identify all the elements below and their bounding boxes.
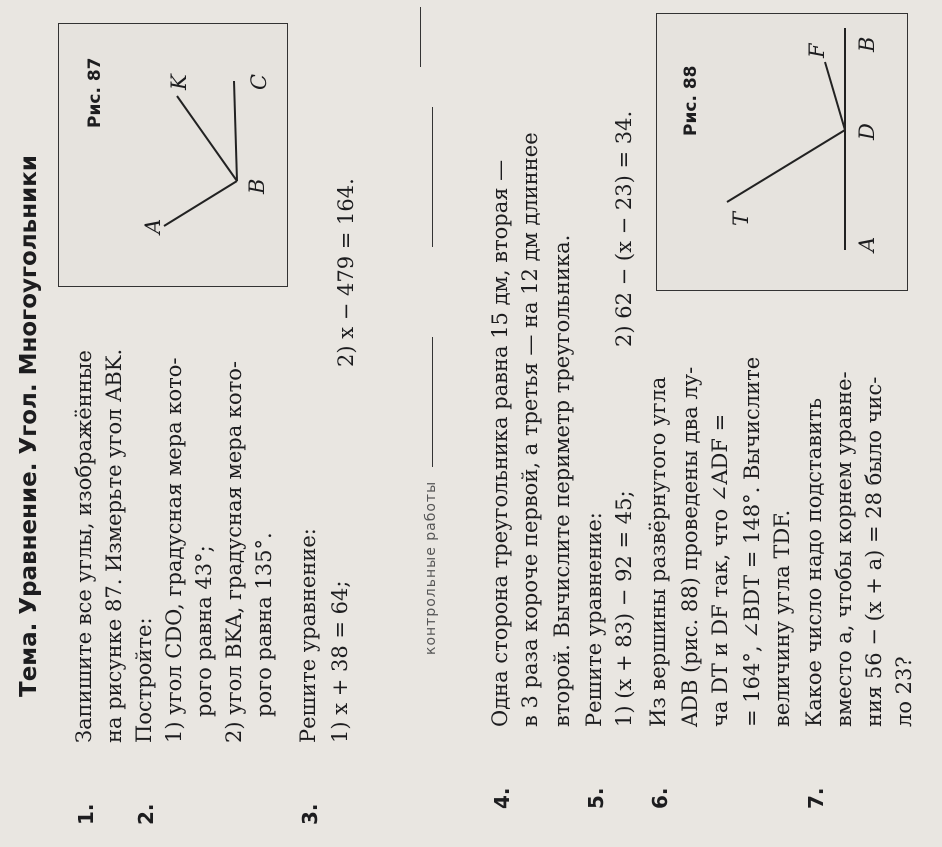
task-3-number: 3. (298, 803, 322, 825)
task-7-line-4: ло 23? (892, 656, 916, 727)
figure-87-point-C: C (247, 73, 271, 90)
figure-88-point-T: T (729, 211, 753, 226)
figure-87-point-A: A (141, 218, 165, 234)
section-heading: контрольные работы (423, 480, 439, 655)
task-5-line-1: Решите уравнение: (582, 512, 606, 727)
figure-88-point-A: A (855, 236, 879, 252)
figure-88-point-D: D (855, 123, 879, 140)
task-6-line-3: ча DT и DF так, что ∠ADF = (708, 413, 732, 727)
task-4-line-3: второй. Вычислите периметр треугольника. (550, 234, 574, 727)
figure-88-point-B: B (855, 36, 879, 52)
ray-DT (727, 130, 845, 202)
task-1-line-1: Запишите все углы, изображённые (72, 350, 96, 743)
task-4-line-2: в 3 раза короче первой, а третья — на 12 дм длиннее (518, 132, 542, 727)
task-1-number: 1. (74, 803, 98, 825)
task-6-line-5: величину угла TDF. (770, 509, 794, 727)
task-5-equation-2: 2) 62 − (x − 23) = 34. (612, 110, 636, 347)
figure-87-caption: Рис. 87 (85, 57, 105, 128)
ray-BK (177, 96, 237, 181)
ray-BC (234, 81, 237, 181)
task-2-number: 2. (134, 803, 158, 825)
figure-88-caption: Рис. 88 (681, 65, 701, 136)
figure-87-drawing (59, 24, 287, 286)
figure-88-point-F: F (805, 43, 829, 58)
figure-88 (656, 13, 908, 291)
section-divider-2 (432, 107, 433, 247)
task-6-line-4: = 164°, ∠BDT = 148°. Вычислите (740, 356, 764, 727)
ray-DF (825, 62, 845, 130)
task-2-line-2: 1) угол CDO, градусная мера кото- (162, 357, 186, 743)
section-divider-1 (432, 337, 433, 467)
task-7-line-2: вместо a, чтобы корнем уравне- (832, 371, 856, 727)
task-4-number: 4. (490, 787, 514, 809)
task-2-line-3: рого равна 43°; (192, 545, 216, 717)
task-7-number: 7. (804, 787, 828, 809)
task-3-equation-1: 1) x + 38 = 64; (328, 580, 352, 743)
task-7-line-3: ния 56 − (x + a) = 28 было чис- (862, 376, 886, 727)
figure-87-point-B: B (245, 178, 269, 194)
ray-BA (164, 181, 237, 226)
task-5-equation-1: 1) (x + 83) − 92 = 45; (612, 490, 636, 727)
section-divider-3 (420, 7, 421, 67)
task-2-line-5: рого равна 135°. (252, 532, 276, 717)
task-2-line-4: 2) угол BKA, градусная мера кото- (222, 360, 246, 743)
task-1-line-2: на рисунке 87. Измерьте угол ABK. (102, 348, 126, 743)
task-6-line-2: ADB (рис. 88) проведены два лу- (678, 366, 702, 727)
task-5-number: 5. (584, 787, 608, 809)
task-2-line-1: Постройте: (132, 617, 156, 743)
task-3-equation-2: 2) x − 479 = 164. (334, 178, 358, 367)
page-title: Тема. Уравнение. Угол. Многоугольники (16, 155, 42, 697)
task-6-number: 6. (648, 787, 672, 809)
task-4-line-1: Одна сторона треугольника равна 15 дм, вторая — (488, 159, 512, 727)
task-7-line-1: Какое число надо подставить (802, 397, 826, 727)
task-3-line-1: Решите уравнение: (296, 528, 320, 743)
task-6-line-1: Из вершины развёрнутого угла (646, 376, 670, 727)
figure-87-point-K: K (167, 74, 191, 90)
figure-87 (58, 23, 288, 287)
